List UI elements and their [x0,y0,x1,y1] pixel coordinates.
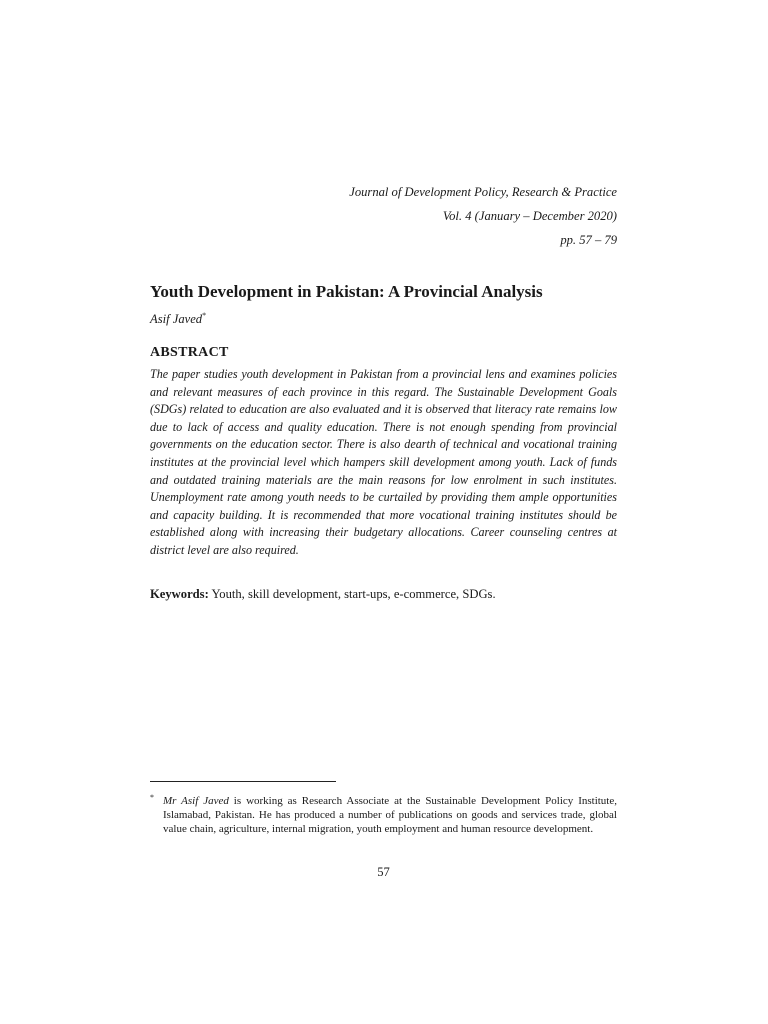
footnote-mark: * [150,793,154,802]
footnote-author-name: Mr Asif Javed [163,795,229,807]
author-line [150,310,206,328]
journal-volume: Vol. 4 (January – December 2020) [442,209,617,223]
footnote-description: is working as Research Associate at the Sustainable Development Policy Institute, Islamabad, Pakistan. He has produced a number of publications on goods and services trade, global value chain, agriculture, internal migration, youth employment and human resource development. [163,795,617,836]
article-title: Youth Development in Pakistan: A Provincial Analysis [150,282,543,301]
keywords-value: Youth, skill development, start-ups, e-commerce, SDGs. [211,587,496,601]
keywords-label: Keywords: [150,587,209,601]
journal-pages: pp. 57 – 79 [560,233,617,247]
footnote-divider [150,781,336,782]
author-name: Asif Javed [150,312,203,326]
journal-name: Journal of Development Policy, Research & Practice [349,185,617,199]
abstract-heading: ABSTRACT [150,345,229,360]
author-footnote-mark: * [202,310,207,320]
keywords-line [150,585,617,603]
abstract-body: The paper studies youth development in Pakistan from a provincial lens and examines policies and relevant measures of each province in this regard. The Sustainable Development Goals (SDGs) related to education are also evaluated and it is observed that literacy rate remains low due to lack of access and quality education. There is not enough spending from provincial governments on the education sector. There is also dearth of technical and vocational training institutes at the provincial level which hampers skill development among youth. Lack of funds and outdated training materials are the main reasons for low enrolment in such institutes. Unemployment rate among youth needs to be curtailed by providing them ample opportunities and capacity building. It is recommended that more vocational training institutes should be established along with increasing their budgetary allocations. Career counseling centres at district level are also required. [150,367,617,557]
footnote-text [163,794,617,837]
author-footnote [150,794,617,837]
journal-header [150,180,617,252]
page-number: 57 [377,865,390,879]
